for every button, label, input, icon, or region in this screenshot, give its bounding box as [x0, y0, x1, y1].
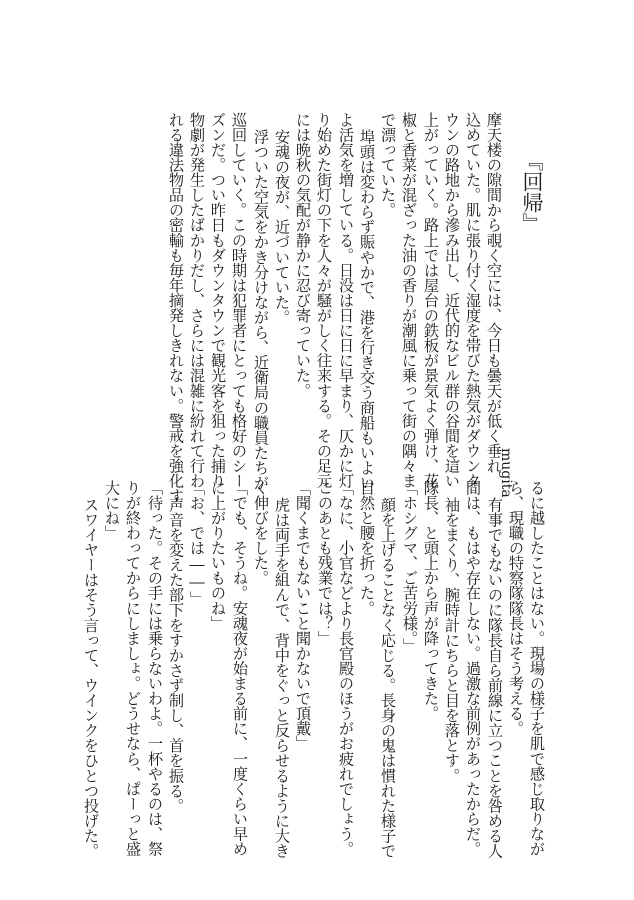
- text-line: 顔を上げることなく応じる。長身の鬼は慣れた様子で: [379, 497, 397, 859]
- text-line: 巡回していく。この時期は犯罪者にとっても格好のシー: [230, 112, 248, 489]
- text-line: れる違法物品の密輸も毎年摘発しきれない。警戒を強化す: [167, 112, 185, 504]
- text-line: 有事でもないのに隊長自ら前線に立つことを咎める人: [486, 497, 504, 859]
- text-line: このあとも残業では？」: [316, 480, 334, 646]
- text-line: 「聞くまでもないこと聞かないで頂戴」: [294, 480, 312, 751]
- text-line: 「でも、そうね。安魂夜が始まる前に、一度くらい早め: [231, 480, 249, 857]
- text-line: 「お、では――」: [188, 480, 206, 607]
- text-line: 込めていた。肌に張り付く湿度を帯びた熱気がダウンタ: [464, 112, 482, 489]
- author-name: mugita: [498, 448, 514, 498]
- text-line: よ活気を増している。日没は日に日に早まり、仄かに灯: [337, 112, 355, 489]
- text-line: り始めた街灯の下を人々が騒がしく往来する。その足元: [315, 112, 333, 489]
- text-line: るに越したことはない。現場の様子を肌で感じ取りなが: [528, 480, 546, 857]
- text-line: 「待った。その手には乗らないわよ。一杯やるのは、祭: [146, 480, 164, 857]
- text-line: 物劇が発生したばかりだし、さらには混雑に紛れて行わ: [188, 112, 206, 489]
- text-line: 袖をまくり、腕時計にちらと目を落とす。: [443, 497, 461, 783]
- text-line: 虎は両手を組んで、背中をぐっと反らせるように大き: [273, 497, 291, 859]
- text-line: 間は、もはや存在しない。過激な前例があったからだ。: [464, 480, 482, 857]
- text-line: ら、現職の特察隊隊長はそう考える。: [507, 480, 525, 736]
- text-line: 埠頭は変わらず賑やかで、港を行き交う商船もいよい: [358, 129, 376, 491]
- text-line: 浮ついた空気をかき分けながら、近衛局の職員たちが: [252, 129, 270, 491]
- text-line: く伸びをした。: [252, 480, 270, 586]
- text-line: 隊長、と頭上から声が降ってきた。: [422, 480, 440, 721]
- text-line: で漂っていた。: [379, 112, 397, 218]
- text-line: 「ホシグマ、ご苦労様。」: [401, 480, 419, 654]
- text-line: に上がりたいものね」: [209, 480, 227, 631]
- text-line: スワイヤーはそう言って、ウインクをひとつ投げた。: [82, 497, 100, 859]
- text-line: 自然と腰を折った。: [358, 480, 376, 616]
- text-line: 「なに、小官などより長官殿のほうがお疲れでしょう。: [337, 480, 355, 857]
- text-line: 摩天楼の隙間から覗く空には、今日も曇天が低く垂れ: [485, 112, 503, 474]
- text-line: ズンだ。つい昨日もダウンタウンで観光客を狙った捕り: [209, 112, 227, 489]
- text-line: ウンの路地から滲み出し、近代的なビル群の谷間を這い: [443, 112, 461, 489]
- text-line: には晩秋の気配が静かに忍び寄っていた。: [294, 112, 312, 398]
- text-line: 上がっていく。路上では屋台の鉄板が景気よく弾け、花: [422, 112, 440, 489]
- text-line: 椒と香菜が混ざった油の香りが潮風に乗って街の隅々ま: [400, 112, 418, 489]
- text-line: 安魂の夜が、近づいていた。: [273, 129, 291, 325]
- text-line: 声音を変えた部下をすかさず制し、首を振る。: [167, 497, 185, 814]
- text-line: りが終わってからにしましょ。どうせなら、ぱーっと盛: [124, 480, 142, 857]
- story-title: 『回帰』: [520, 150, 544, 234]
- text-line: 大にね」: [103, 480, 121, 541]
